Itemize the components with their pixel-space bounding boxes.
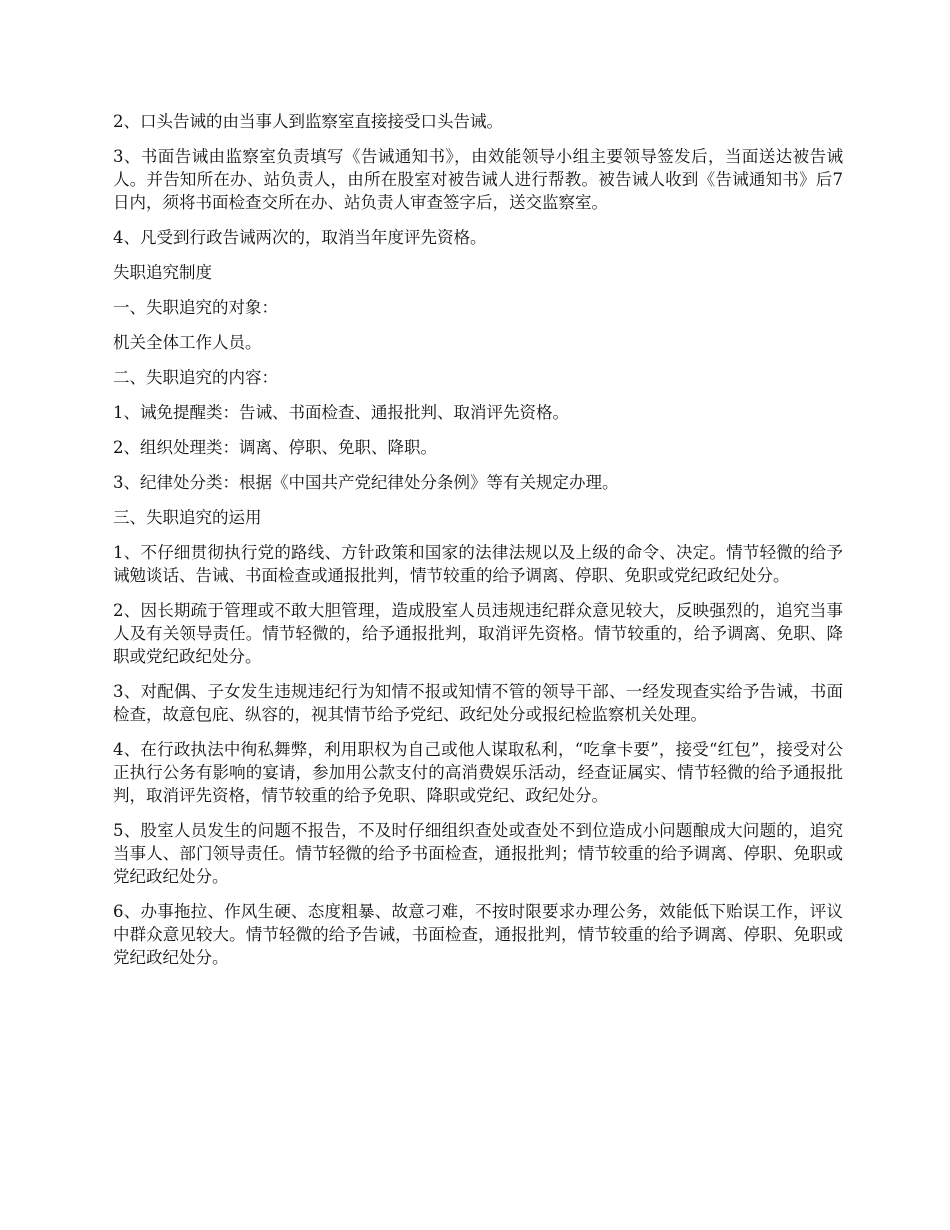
heading-accountability-targets: 一、失职追究的对象：	[113, 298, 278, 317]
section-title-accountability: 失职追究制度	[113, 263, 212, 282]
paragraph-application-4: 4、在行政执法中徇私舞弊，利用职权为自己或他人谋取私利，“吃拿卡要”，接受“红包”，接受对公正执行公务有影响的宴请，参加用公款支付的高消费娱乐活动，经查证属实、情节轻微的给予通报批判，取消评先资格，情节较重的给予免职、降职或党纪、政纪处分。	[113, 740, 843, 805]
paragraph-application-2: 2、因长期疏于管理或不敢大胆管理，造成股室人员违规违纪群众意见较大，反映强烈的，追究当事人及有关领导责任。情节轻微的，给予通报批判，取消评先资格。情节较重的，给予调离、免职、降职或党纪政纪处分。	[113, 601, 843, 666]
paragraph-two-warnings: 4、凡受到行政告诫两次的，取消当年度评先资格。	[113, 228, 487, 247]
heading-accountability-application: 三、失职追究的运用	[113, 508, 262, 527]
paragraph-oral-warning: 2、口头告诫的由当事人到监察室直接接受口头告诫。	[113, 112, 503, 131]
paragraph-organizational-type: 2、组织处理类：调离、停职、免职、降职。	[113, 438, 437, 457]
paragraph-application-3: 3、对配偶、子女发生违规违纪行为知情不报或知情不管的领导干部、一经发现查实给予告诫，书面检查，故意包庇、纵容的，视其情节给予党纪、政纪处分或报纪检监察机关处理。	[113, 682, 843, 724]
paragraph-application-5: 5、股室人员发生的问题不报告，不及时仔细组织查处或查处不到位造成小问题酿成大问题的，追究当事人、部门领导责任。情节轻微的给予书面检查，通报批判；情节较重的给予调离、停职、免职或党纪政纪处分。	[113, 821, 843, 886]
heading-accountability-content: 二、失职追究的内容：	[113, 368, 278, 387]
paragraph-reminder-type: 1、诫免提醒类：告诫、书面检查、通报批判、取消评先资格。	[113, 403, 569, 422]
paragraph-application-6: 6、办事拖拉、作风生硬、态度粗暴、故意刁难，不按时限要求办理公务，效能低下贻误工作，评议中群众意见较大。情节轻微的给予告诫，书面检查，通报批判，情节较重的给予调离、停职、免职或党纪政纪处分。	[113, 902, 843, 967]
paragraph-written-warning: 3、书面告诫由监察室负责填写《告诫通知书》，由效能领导小组主要领导签发后，当面送达被告诫人。并告知所在办、站负责人，由所在股室对被告诫人进行帮教。被告诫人收到《告诫通知书》后7日内，须将书面检查交所在办、站负责人审查签字后，送交监察室。	[113, 147, 843, 212]
paragraph-disciplinary-type: 3、纪律处分类：根据《中国共产党纪律处分条例》等有关规定办理。	[113, 473, 619, 492]
paragraph-all-staff: 机关全体工作人员。	[113, 333, 262, 352]
paragraph-application-1: 1、不仔细贯彻执行党的路线、方针政策和国家的法律法规以及上级的命令、决定。情节轻微的给予诫勉谈话、告诫、书面检查或通报批判，情节较重的给予调离、停职、免职或党纪政纪处分。	[113, 543, 843, 585]
document-body	[113, 110, 843, 981]
